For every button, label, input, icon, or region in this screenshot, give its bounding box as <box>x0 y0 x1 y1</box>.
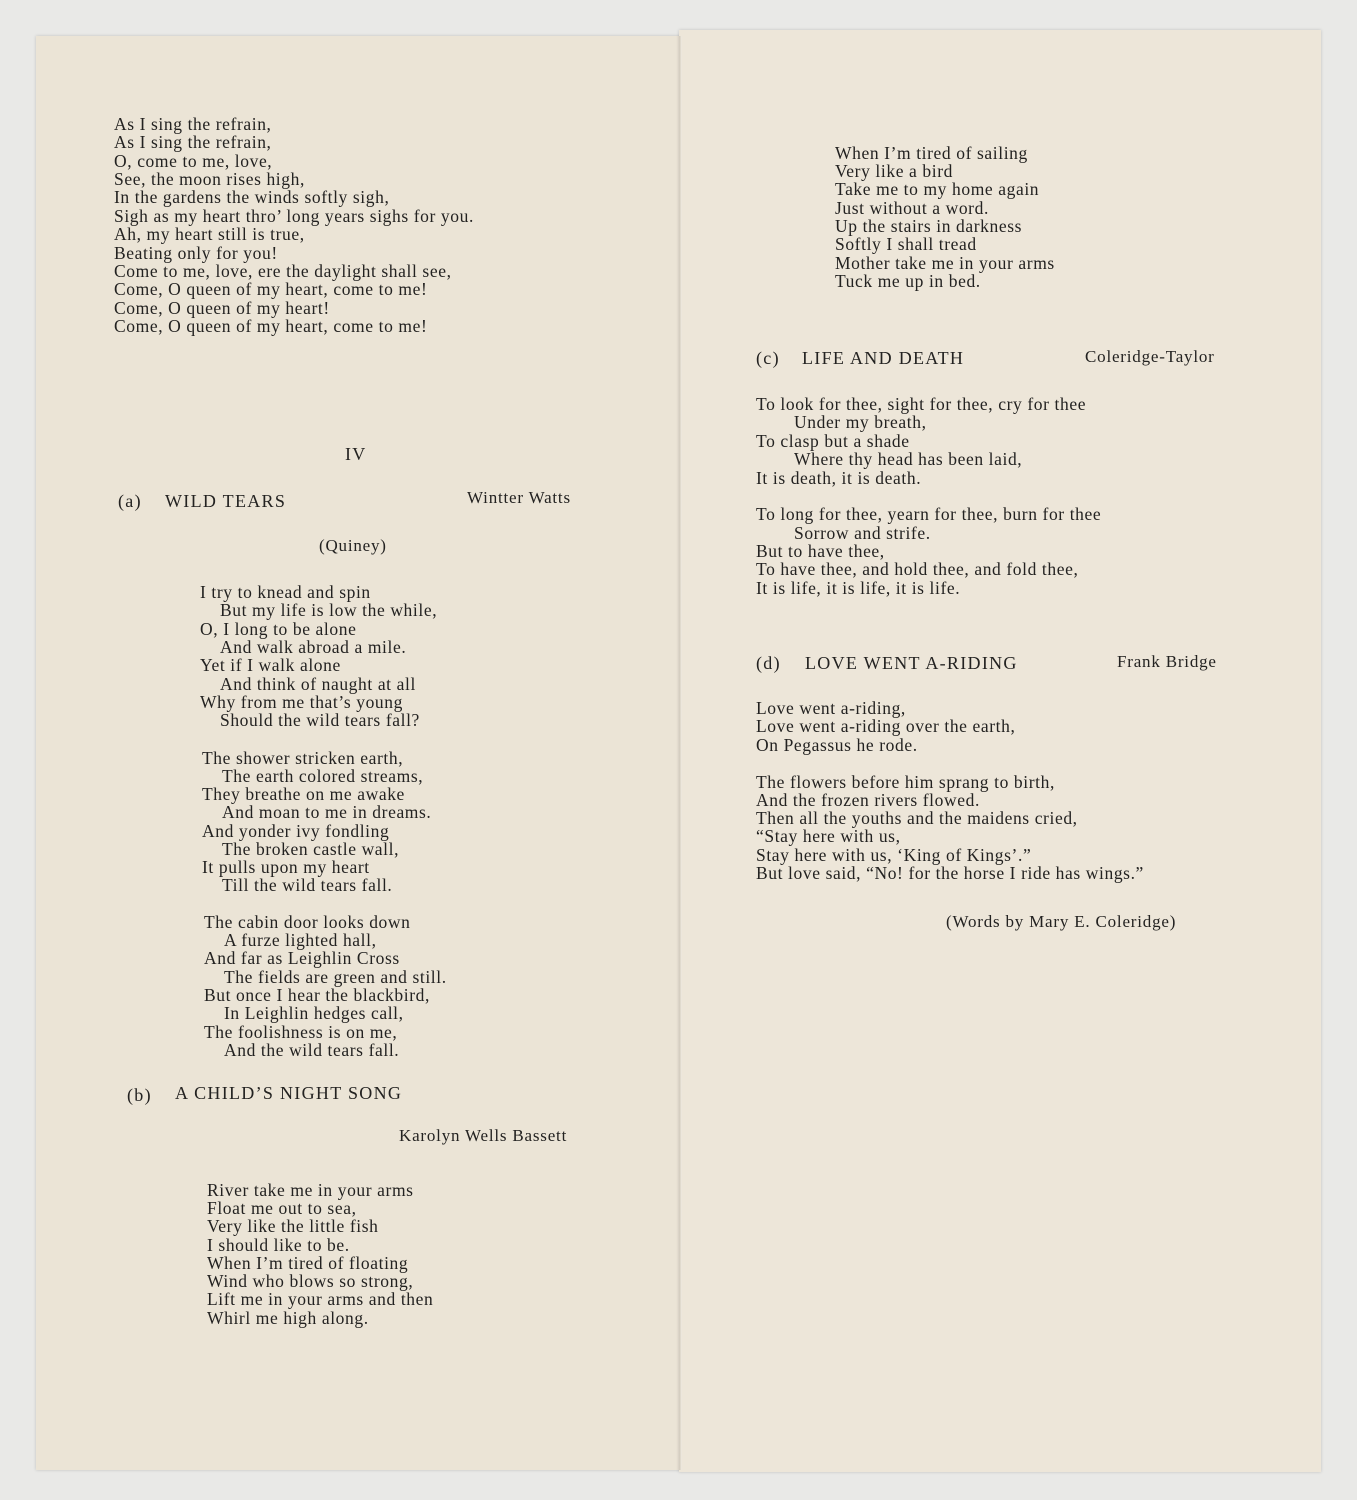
refrain-line: Come, O queen of my heart, come to me! <box>114 316 428 336</box>
page-fold <box>679 36 682 1470</box>
verse-line: Softly I shall tread <box>835 234 977 254</box>
verse-line: I should like to be. <box>207 1235 350 1255</box>
verse-line: Under my breath, <box>794 412 927 432</box>
refrain-line: As I sing the refrain, <box>114 114 272 134</box>
verse-line: Where thy head has been laid, <box>794 449 1023 469</box>
verse-line: Sorrow and strife. <box>794 523 931 543</box>
verse-line: And moan to me in dreams. <box>222 802 432 822</box>
song-d-label: (d) <box>756 653 781 673</box>
verse-line: Stay here with us, ‘King of Kings’.” <box>756 845 1032 865</box>
verse-line: Love went a-riding over the earth, <box>756 716 1016 736</box>
refrain-line: In the gardens the winds softly sigh, <box>114 187 390 207</box>
verse-line: Whirl me high along. <box>207 1308 369 1328</box>
verse-line: Very like the little fish <box>207 1216 379 1236</box>
song-a-label: (a) <box>118 491 142 511</box>
verse-line: The cabin door looks down <box>204 912 411 932</box>
verse-line: When I’m tired of sailing <box>835 143 1028 163</box>
verse-line: Take me to my home again <box>835 179 1040 199</box>
refrain-line: Sigh as my heart thro’ long years sighs for you. <box>114 206 474 226</box>
verse-line: And yonder ivy fondling <box>202 821 390 841</box>
verse-line: Just without a word. <box>835 198 989 218</box>
verse-line: But to have thee, <box>756 541 885 561</box>
verse-line: The flowers before him sprang to birth, <box>756 772 1055 792</box>
song-c-label: (c) <box>756 348 780 368</box>
verse-line: To long for thee, yearn for thee, burn for thee <box>756 504 1102 524</box>
verse-line: Then all the youths and the maidens cried, <box>756 808 1078 828</box>
song-c-composer: Coleridge-Taylor <box>1085 347 1215 366</box>
words-credit: (Words by Mary E. Coleridge) <box>946 912 1177 931</box>
verse-line: And far as Leighlin Cross <box>204 948 400 968</box>
refrain-line: Come to me, love, ere the daylight shall see, <box>114 261 452 281</box>
song-b-title: A CHILD’S NIGHT SONG <box>175 1083 403 1103</box>
verse-line: A furze lighted hall, <box>224 930 377 950</box>
verse-line: It is life, it is life, it is life. <box>756 578 961 598</box>
verse-line: It is death, it is death. <box>756 468 922 488</box>
refrain-line: See, the moon rises high, <box>114 169 305 189</box>
verse-line: And the wild tears fall. <box>224 1040 400 1060</box>
song-b-composer: Karolyn Wells Bassett <box>399 1126 568 1145</box>
verse-line: Float me out to sea, <box>207 1198 357 1218</box>
verse-line: When I’m tired of floating <box>207 1253 409 1273</box>
verse-line: In Leighlin hedges call, <box>224 1003 404 1023</box>
verse-line: O, I long to be alone <box>200 619 357 639</box>
refrain-line: O, come to me, love, <box>114 151 273 171</box>
verse-line: To have thee, and hold thee, and fold thee, <box>756 559 1079 579</box>
refrain-line: Beating only for you! <box>114 243 278 263</box>
verse-line: On Pegassus he rode. <box>756 735 918 755</box>
verse-line: Tuck me up in bed. <box>835 271 981 291</box>
verse-line: And walk abroad a mile. <box>220 637 407 657</box>
verse-line: To look for thee, sight for thee, cry for thee <box>756 394 1087 414</box>
refrain-line: Come, O queen of my heart, come to me! <box>114 279 428 299</box>
song-a-poet: (Quiney) <box>319 536 387 555</box>
verse-line: I try to knead and spin <box>200 582 371 602</box>
verse-line: But my life is low the while, <box>220 600 438 620</box>
verse-line: Lift me in your arms and then <box>207 1289 434 1309</box>
verse-line: Why from me that’s young <box>200 692 403 712</box>
verse-line: And think of naught at all <box>220 674 416 694</box>
verse-line: Very like a bird <box>835 161 953 181</box>
verse-line: Love went a-riding, <box>756 698 906 718</box>
verse-line: Till the wild tears fall. <box>222 875 393 895</box>
song-c-title: LIFE AND DEATH <box>802 348 965 368</box>
verse-line: Wind who blows so strong, <box>207 1271 414 1291</box>
verse-line: The shower stricken earth, <box>202 748 404 768</box>
verse-line: Mother take me in your arms <box>835 253 1055 273</box>
song-d-composer: Frank Bridge <box>1117 652 1217 671</box>
verse-line: “Stay here with us, <box>756 826 901 846</box>
refrain-line: Come, O queen of my heart! <box>114 298 330 318</box>
verse-line: And the frozen rivers flowed. <box>756 790 980 810</box>
song-d-title: LOVE WENT A-RIDING <box>805 653 1018 673</box>
verse-line: The fields are green and still. <box>224 967 447 987</box>
song-a-composer: Wintter Watts <box>467 488 571 507</box>
refrain-line: As I sing the refrain, <box>114 132 272 152</box>
verse-line: River take me in your arms <box>207 1180 414 1200</box>
verse-line: The foolishness is on me, <box>204 1022 398 1042</box>
refrain-line: Ah, my heart still is true, <box>114 224 305 244</box>
verse-line: To clasp but a shade <box>756 431 910 451</box>
verse-line: But once I hear the blackbird, <box>204 985 430 1005</box>
verse-line: The broken castle wall, <box>222 839 400 859</box>
verse-line: Up the stairs in darkness <box>835 216 1023 236</box>
verse-line: Should the wild tears fall? <box>220 710 420 730</box>
song-a-title: WILD TEARS <box>165 491 287 511</box>
song-b-label: (b) <box>127 1085 152 1105</box>
verse-line: The earth colored streams, <box>222 766 424 786</box>
verse-line: It pulls upon my heart <box>202 857 370 877</box>
verse-line: Yet if I walk alone <box>200 655 341 675</box>
section-numeral: IV <box>345 444 367 464</box>
verse-line: But love said, “No! for the horse I ride has wings.” <box>756 863 1144 883</box>
verse-line: They breathe on me awake <box>202 784 405 804</box>
